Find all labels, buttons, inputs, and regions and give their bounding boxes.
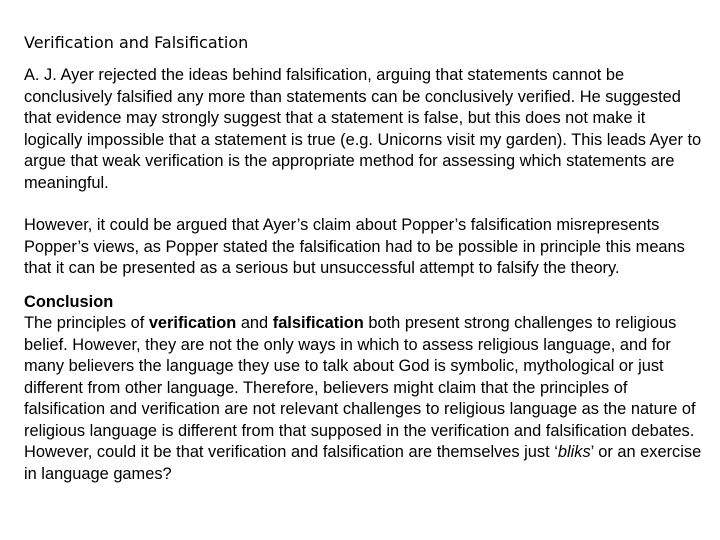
conclusion-section: [24, 292, 708, 486]
conclusion-text-4: ’ or an exercise in language games?: [24, 443, 702, 483]
conclusion-text-3: both present strong challenges to religious belief. However, they are not the only ways in which to assess religious language, and for many believers the language they use to talk about God is symbolic, mythological or just different from other language. Therefore, believers might claim that the principles of falsification and verification are not relevant challenges to religious language as the nature of religious language is different from that supposed in the verification and falsification debates. However, could it be that verification and falsification are themselves just ‘: [24, 314, 696, 461]
verification-term: verification: [148, 314, 237, 332]
falsification-term: falsification: [272, 314, 364, 332]
bliks-term: bliks: [557, 443, 591, 461]
slide-title: Verification and Falsification: [24, 33, 249, 52]
conclusion-text-2: and: [236, 314, 273, 332]
paragraph-ayer: A. J. Ayer rejected the ideas behind falsification, arguing that statements cannot be conclusively falsified any more than statements can be conclusively verified. He suggested that evidence may strongly suggest that a statement is false, but this does not make it logically impossible that a statement is true (e.g. Unicorns visit my garden). This leads Ayer to argue that weak verification is the appropriate method for assessing which statements are meaningful.: [24, 66, 702, 192]
conclusion-text: [24, 313, 708, 485]
slide-body: [24, 65, 708, 485]
paragraph-popper: However, it could be argued that Ayer’s claim about Popper’s falsification misrepresents Popper’s views, as Popper stated the falsification had to be possible in principle this means that it can be presented as a serious but unsuccessful attempt to falsify the theory.: [24, 216, 685, 277]
conclusion-heading: Conclusion: [24, 292, 114, 311]
conclusion-text-1: The principles of: [24, 314, 149, 332]
